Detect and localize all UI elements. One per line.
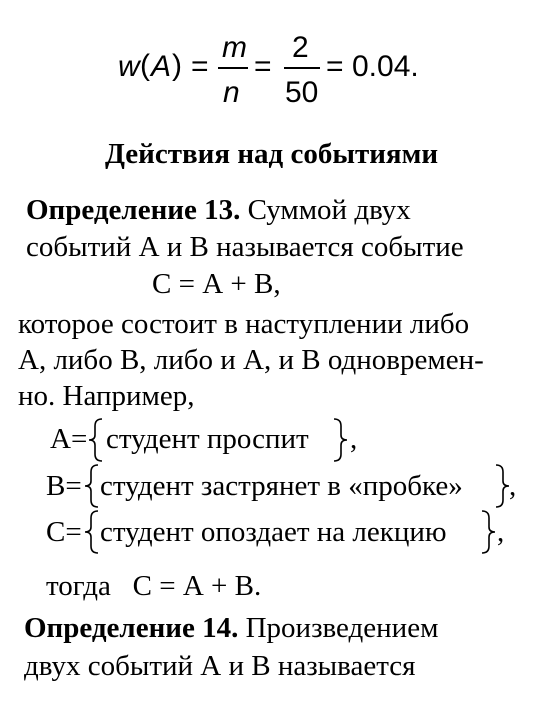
right-brace-icon [494, 464, 510, 508]
section-title: Действия над событиями [105, 138, 439, 170]
left-brace-icon [88, 418, 104, 462]
formula-equals-2: = [254, 50, 272, 83]
definition-14-label: Определение 14. [24, 612, 239, 644]
definition-13-line-3: которое состоит в наступлении либо [18, 308, 470, 340]
fraction-bar-1 [218, 67, 248, 69]
example-b-content: студент застрянет в «пробке» [100, 470, 463, 502]
example-c-content: студент опоздает на лекцию [100, 516, 447, 548]
formula-paren-open: ( [140, 49, 150, 82]
example-b-trail: , [509, 470, 517, 502]
definition-13-line-5: но. Например, [18, 380, 195, 412]
definition-14-line-1-text: Произведением [238, 612, 439, 644]
formula-paren-close: ) [172, 49, 182, 82]
formula-denominator-50: 50 [285, 76, 319, 109]
formula-equals-1: = [191, 50, 209, 83]
fraction-bar-2 [284, 67, 320, 69]
definition-13-equation: С = А + В, [152, 268, 281, 300]
formula-result: 0.04. [352, 50, 419, 83]
definition-13-line-1-text: Суммой двух [240, 194, 411, 226]
definition-13-line-4: А, либо В, либо и А, и В одновремен- [18, 344, 484, 376]
example-b-lhs: В= [46, 470, 82, 502]
definition-14-line-2: двух событий А и В называется [24, 650, 416, 682]
formula-numerator-m: m [222, 31, 247, 64]
example-a-trail: , [350, 423, 358, 455]
example-a-lhs: А= [50, 423, 88, 455]
right-brace-icon [480, 510, 496, 554]
formula-numerator-2: 2 [292, 31, 309, 64]
definition-13-line-2: событий А и В называется событие [26, 231, 464, 263]
right-brace-icon [332, 418, 348, 462]
formula-equals-3: = [326, 50, 344, 83]
left-brace-icon [84, 464, 100, 508]
formula-denominator-n: n [223, 76, 240, 109]
example-c-lhs: С= [46, 516, 82, 548]
definition-13-line-1 [26, 196, 411, 225]
conclusion-line: тогда С = А + В. [46, 570, 262, 602]
definition-14-line-1 [24, 614, 438, 643]
left-brace-icon [84, 510, 100, 554]
formula-event-a: A [151, 50, 172, 83]
example-c-trail: , [497, 516, 505, 548]
definition-13-label: Определение 13. [26, 194, 241, 226]
formula-w: w [118, 50, 140, 83]
example-a-content: студент проспит [106, 423, 309, 455]
